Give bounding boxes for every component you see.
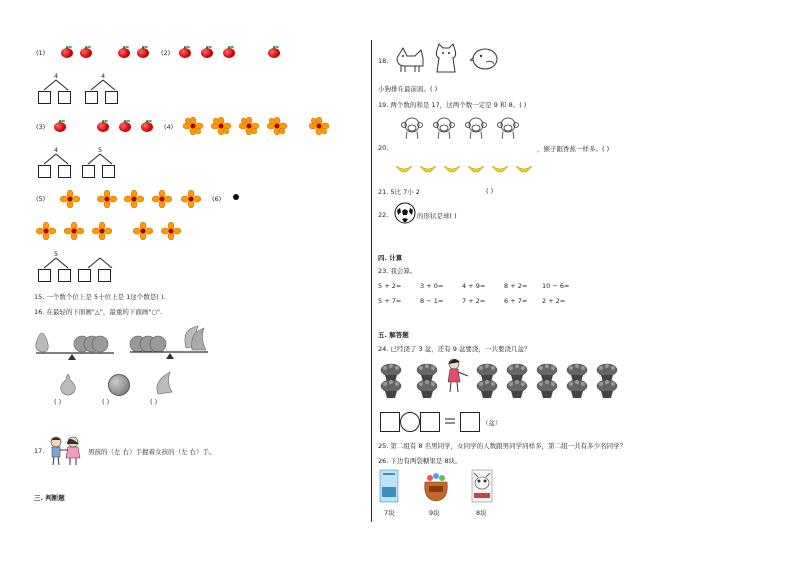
bird-icon	[470, 44, 500, 72]
soccer-ball-icon	[394, 202, 416, 224]
item-label: 7块	[384, 509, 395, 517]
answer-box[interactable]	[105, 91, 118, 104]
flower-icon	[239, 117, 259, 135]
flower-icon	[60, 190, 80, 208]
calc-item: 5 + 7=	[378, 297, 402, 305]
split-top-number: 4	[54, 146, 59, 154]
question-20-number: 20.	[378, 144, 389, 152]
question-20-text: ，猴子跟香蕉一样多。( )	[537, 145, 610, 153]
item-label: 9块	[429, 509, 440, 517]
flower-icon	[36, 222, 56, 240]
answer-box[interactable]	[98, 269, 111, 282]
question-24: 24. 已经浇了 3 盆，还有 9 盆要浇，一共要浇几盆？	[378, 345, 531, 353]
split-top-number: 5	[98, 146, 103, 154]
apple-icon	[61, 46, 73, 58]
equation-box[interactable]	[380, 412, 400, 432]
calc-item: 3 + 0=	[420, 282, 444, 290]
calc-item: 5 + 2=	[378, 282, 402, 290]
monkeys-row	[400, 115, 530, 141]
split-lines	[82, 257, 122, 269]
question-19: 19. 两个数的和是 17，这两个数一定是 9 和 8。( )	[378, 101, 527, 109]
dot-icon	[233, 194, 239, 200]
answer-box[interactable]	[102, 165, 115, 178]
calc-item: 6 + 7=	[504, 297, 528, 305]
answer-box[interactable]	[82, 165, 95, 178]
pear-icon	[58, 372, 80, 396]
split-lines	[82, 153, 122, 165]
operator-circle[interactable]	[400, 412, 420, 432]
split-top-number: 5	[54, 250, 59, 258]
answer-box[interactable]	[58, 165, 71, 178]
flower-icon	[211, 117, 231, 135]
question-25: 25. 第二组有 8 名男同学，女同学的人数跟男同学同样多，第二组一共有多少名同学？	[378, 442, 627, 450]
calc-item: 8 − 1=	[420, 297, 444, 305]
question-15: 15. 一个数个位上是 5十位上是 1这个数是( ).	[34, 293, 166, 301]
flower-icon	[124, 190, 144, 208]
apple-icon	[137, 46, 149, 58]
question-26: 26. 下边有两袋糖果是 8块。	[378, 457, 462, 465]
question-21: 21. 5比 7小 2	[378, 188, 420, 196]
apple-icon	[179, 46, 191, 58]
balance-scale-2	[128, 322, 210, 360]
question-23: 23. 我会算。	[378, 267, 417, 275]
split-top-number: 4	[54, 72, 59, 80]
apple-icon	[268, 46, 280, 58]
question-16: 16. 在最轻的下面画"△"，最重的下面画"○".	[34, 308, 163, 316]
question-label-5: (5)	[36, 195, 46, 203]
balance-scale-1	[34, 326, 116, 360]
flower-icon	[97, 190, 117, 208]
section-4-title: 四. 计算	[378, 254, 403, 262]
candy-bag-icon	[419, 472, 453, 502]
cat-icon	[431, 42, 461, 74]
bananas-row	[394, 162, 539, 178]
flower-icon	[267, 117, 287, 135]
answer-box[interactable]	[38, 165, 51, 178]
question-label-3: (3)	[36, 123, 46, 131]
apple-icon	[201, 46, 213, 58]
answer-box[interactable]	[58, 269, 71, 282]
candy-box-icon	[378, 469, 400, 503]
question-label-2: (2)	[161, 49, 171, 57]
answer-blank[interactable]: ( )	[150, 398, 158, 406]
split-lines	[38, 257, 78, 269]
apple-icon	[80, 46, 92, 58]
answer-box[interactable]	[78, 269, 91, 282]
apple-icon	[119, 120, 131, 132]
question-label-1: (1)	[36, 49, 46, 57]
apple-icon	[54, 120, 66, 132]
answer-blank[interactable]: ( )	[102, 398, 110, 406]
question-21-blank[interactable]: ( )	[486, 187, 494, 195]
equation-box[interactable]	[460, 412, 480, 432]
section-3-title: 三. 判断题	[34, 494, 65, 502]
flower-icon	[161, 222, 181, 240]
split-lines	[38, 153, 78, 165]
item-label: 8块	[476, 509, 487, 517]
potted-plants-row	[380, 358, 630, 400]
calc-item: 8 + 2=	[504, 282, 528, 290]
question-22-number: 22.	[378, 211, 389, 219]
answer-box[interactable]	[58, 91, 71, 104]
apple-icon	[118, 46, 130, 58]
question-18-number: 18.	[378, 57, 389, 65]
split-top-number: 4	[101, 72, 106, 80]
question-label-6: (6)	[212, 195, 222, 203]
question-22-text: 的形状是球( )	[417, 212, 457, 220]
split-lines	[38, 79, 78, 91]
dog-icon	[393, 44, 427, 74]
equation-box[interactable]	[420, 412, 440, 432]
flower-icon	[64, 222, 84, 240]
question-18-text: 小狗排在最前面。( )	[378, 85, 438, 93]
answer-box[interactable]	[38, 269, 51, 282]
milk-box-icon	[470, 469, 494, 503]
calc-item: 7 + 2=	[462, 297, 486, 305]
children-holding-hands-icon	[46, 436, 84, 466]
flower-icon	[309, 117, 329, 135]
split-lines	[85, 79, 125, 91]
equals-sign-icon	[444, 415, 456, 427]
ball-icon	[108, 374, 130, 396]
calc-item: 10 − 6=	[542, 282, 570, 290]
flower-icon	[183, 117, 203, 135]
answer-box[interactable]	[85, 91, 98, 104]
calc-item: 4 + 9=	[462, 282, 486, 290]
question-17: 男孩的（左 右）手握着女孩的（左 右）手。	[88, 448, 216, 456]
flower-icon	[181, 190, 201, 208]
banana-bunch-icon	[152, 370, 176, 396]
flower-icon	[152, 190, 172, 208]
flower-icon	[133, 222, 153, 240]
apple-icon	[223, 46, 235, 58]
calc-item: 2 + 2=	[542, 297, 566, 305]
flower-icon	[92, 222, 112, 240]
apple-icon	[97, 120, 109, 132]
section-5-title: 五. 解答题	[378, 331, 409, 339]
apple-icon	[141, 120, 153, 132]
unit-label: （盆）	[482, 419, 502, 427]
answer-blank[interactable]: ( )	[54, 398, 62, 406]
question-17-number: 17.	[34, 447, 45, 455]
question-label-4: (4)	[164, 123, 174, 131]
answer-box[interactable]	[38, 91, 51, 104]
column-divider	[371, 40, 372, 522]
